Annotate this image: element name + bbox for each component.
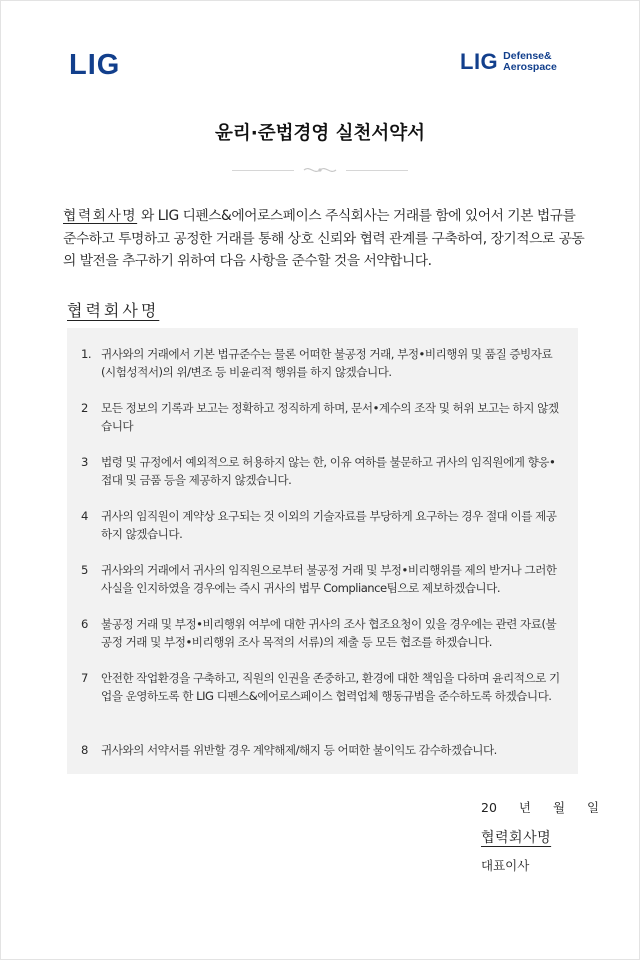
- signature-date: [481, 798, 617, 816]
- intro-text: 와 LIG 디펜스&에어로스페이스 주식회사는 거래를 함에 있어서 기본 법규를 준수하고 투명하고 공정한 거래를 통해 상호 신뢰와 협력 관계를 구축하여, 장기적으로 공동의 발전을 추구하기 위하여 다음 사항을 준수할 것을 서약합니다.: [63, 208, 585, 269]
- pledge-number: 2: [81, 401, 88, 415]
- pledge-number: 3: [81, 455, 88, 469]
- partner-name-heading: 협력회사명: [67, 301, 160, 320]
- pledge-text: 귀사와의 거래에서 기본 법규준수는 물론 어떠한 불공정 거래, 부정•비리행위 및 품질 증빙자료(시험성적서)의 위/변조 등 비윤리적 행위를 하지 않겠습니다.: [101, 347, 553, 379]
- pledge-text: 귀사와의 거래에서 귀사의 임직원으로부터 불공정 거래 및 부정•비리행위를 제의 받거나 그러한 사실을 인지하였을 경우에는 즉시 귀사의 법무 Compliance팀으로 제보하겠습니다.: [101, 563, 557, 595]
- intro-paragraph: [63, 205, 591, 273]
- pledge-item: [81, 453, 565, 489]
- pledge-text: 불공정 거래 및 부정•비리행위 여부에 대한 귀사의 조사 협조요청이 있을 경우에는 관련 자료(불공정 거래 및 부정•비리행위 조사 목적의 서류)의 제출 등 모든 협조를 하겠습니다.: [101, 617, 557, 649]
- divider-line-right: [346, 170, 408, 171]
- pledge-item: [81, 669, 565, 705]
- pledge-number: 7: [81, 671, 88, 685]
- pledge-text: 모든 정보의 기록과 보고는 정확하고 정직하게 하며, 문서•계수의 조작 및 허위 보고는 하지 않겠습니다: [101, 401, 559, 433]
- pledge-item: [81, 741, 565, 759]
- lig-defense-aerospace-logo: [460, 49, 557, 75]
- logo-subtitle-line2: Aerospace: [503, 61, 557, 73]
- ornament-divider: [1, 164, 639, 176]
- logo-mark: LIG: [460, 49, 499, 74]
- signature-partner-name: 협력회사명: [481, 830, 552, 846]
- pledge-text: 귀사와의 서약서를 위반할 경우 계약해제/해지 등 어떠한 불이익도 감수하겠습니다.: [101, 743, 497, 757]
- date-month: 월: [552, 800, 566, 815]
- pledge-text: 법령 및 규정에서 예외적으로 허용하지 않는 한, 이유 여하를 불문하고 귀사의 임직원에게 향응• 접대 및 금품 등을 제공하지 않겠습니다.: [101, 455, 556, 487]
- date-year-prefix: 20: [481, 800, 497, 815]
- date-year: 년: [518, 800, 531, 815]
- pledge-number: 6: [81, 617, 88, 631]
- pledge-item: [81, 507, 565, 543]
- pledge-item: [81, 615, 565, 651]
- intro-partner-name: 협력회사명: [63, 208, 138, 224]
- pledge-item: [81, 345, 565, 381]
- pledge-item: [81, 399, 565, 435]
- pledge-number: 1.: [81, 347, 92, 361]
- divider-line-left: [232, 170, 294, 171]
- document-title: 윤리·준법경영 실천서약서: [214, 123, 426, 144]
- pledge-text: 안전한 작업환경을 구축하고, 직원의 인권을 존중하고, 환경에 대한 책임을 다하며 윤리적으로 기업을 운영하도록 한 LIG 디펜스&에어로스페이스 협력업체 행동규범을 준수하도록 하겠습니다.: [101, 671, 560, 703]
- logo-subtitle: [503, 51, 557, 73]
- date-day: 일: [587, 800, 600, 815]
- pledge-list: [67, 328, 578, 774]
- pledge-text: 귀사의 임직원이 계약상 요구되는 것 이외의 기술자료를 부당하게 요구하는 경우 절대 이를 제공하지 않겠습니다.: [101, 509, 557, 541]
- flourish-icon: [302, 164, 338, 176]
- pledge-item: [81, 561, 565, 597]
- pledge-number: 5: [81, 563, 88, 577]
- pledge-number: 4: [81, 509, 88, 523]
- lig-logo: LIG: [69, 49, 121, 81]
- pledge-number: 8: [81, 743, 88, 757]
- logo-subtitle-line1: Defense&: [503, 50, 552, 62]
- signature-ceo: 대표이사: [481, 858, 530, 873]
